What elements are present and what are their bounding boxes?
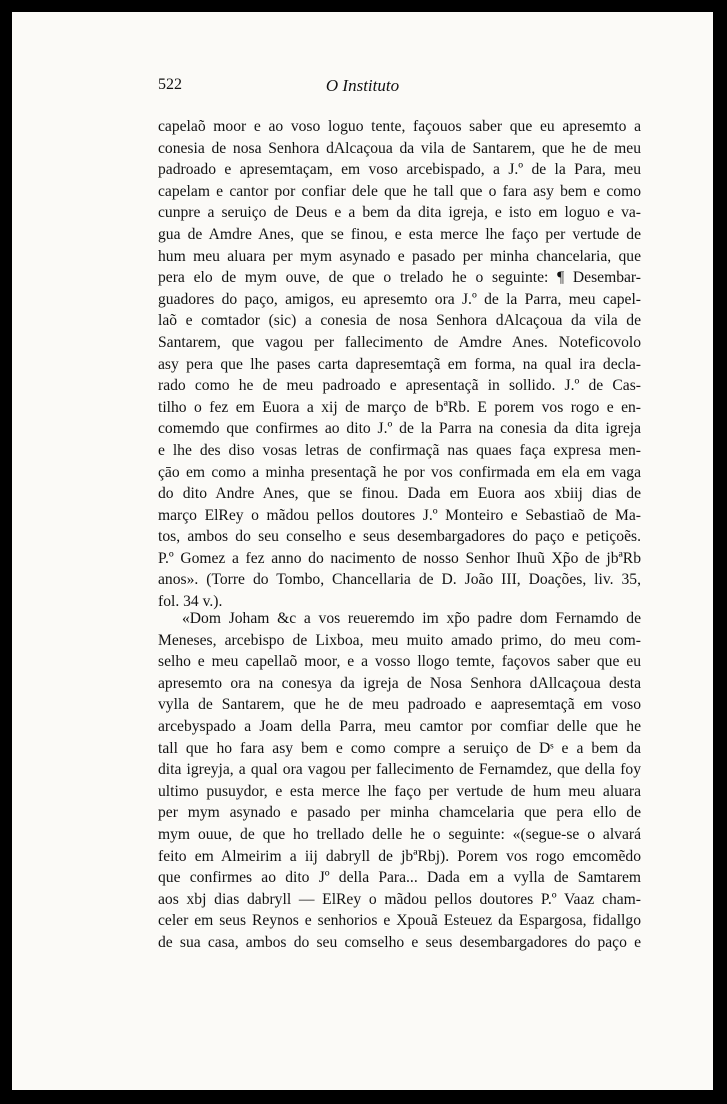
text-line: cunpre a seruiço de Deus e a bem da dita igreja, e isto em loguo e va- bbox=[158, 204, 641, 222]
text-line: pera elo de mym ouve, de que o trelado he o seguinte: ¶ Desembar- bbox=[158, 269, 641, 287]
text-line: Santarem, que vagou per fallecimento de Amdre Anes. Noteficovolo bbox=[158, 333, 641, 351]
text-line: apresemto ora na conesya da igreja de Nosa Senhora dAllcaçoua desta bbox=[158, 674, 641, 692]
text-line: comemdo que confirmes ao dito J.º de la Parra na conesia da dita igreja bbox=[158, 420, 641, 438]
text-line: tos, ambos do seu conselho e seus desembargadores do paço e petiçoẽs. bbox=[158, 528, 641, 546]
text-line: P.º Gomez a fez anno do nacimento de nosso Senhor Ihuũ Xp̃o de jbªRb bbox=[158, 549, 641, 567]
text-line: padroado e apresemtaçam, em voso arcebispado, a J.º de la Para, meu bbox=[158, 161, 641, 179]
text-line: hum meu aluara per mym asynado e pasado per minha chancelaria, que bbox=[158, 247, 641, 265]
text-line: tilho o fez em Euora a xij de março de bªRb. E porem vos rogo e en- bbox=[158, 398, 641, 416]
text-line: dita igreyja, a qual ora vagou per fallecimento de Fernamdez, que della foy bbox=[158, 761, 641, 779]
text-line: per mym asynado e pasado per minha chamcelaria que pera ello de bbox=[158, 804, 641, 822]
text-line: capelam e cantor por confiar dele que he tall que o fara asy bem e como bbox=[158, 182, 641, 200]
text-line: feito em Almeirim a iij dabryll de jbªRbj). Porem vos rogo emcomẽdo bbox=[158, 847, 641, 865]
text-line: conesia de nosa Senhora dAlcaçoua da vila de Santarem, que he de meu bbox=[158, 139, 641, 157]
book-page bbox=[12, 12, 713, 1090]
page-number: 522 bbox=[158, 76, 182, 93]
text-line: laõ e comtador (sic) a conesia de nosa Senhora dAlcaçoua da vila de bbox=[158, 312, 641, 330]
text-line: março ElRey o mãdou pellos doutores J.º Monteiro e Sebastiaõ de Ma- bbox=[158, 506, 641, 524]
text-line: «Dom Joham &c a vos reueremdo im xp̃o padre dom Fernamdo de bbox=[182, 610, 641, 627]
text-line: Meneses, arcebispo de Lixboa, meu muito amado primo, do meu com- bbox=[158, 631, 641, 649]
text-line: celer em seus Reynos e senhorios e Xpouã Esteuez da Espargosa, fidallgo bbox=[158, 912, 641, 930]
text-line: rado como he de meu padroado e apresentaçã in sollido. J.º de Cas- bbox=[158, 377, 641, 395]
text-line: guadores do paço, amigos, eu apresemto ora J.º de la Parra, meu capel- bbox=[158, 290, 641, 308]
text-line: tall que ho fara asy bem e como compre a seruiço de Dˢ e a bem da bbox=[158, 739, 641, 757]
text-line: gua de Amdre Anes, que se finou, e esta merce lhe faço per vertude de bbox=[158, 225, 641, 243]
running-title: O Instituto bbox=[325, 76, 400, 95]
text-line: asy pera que lhe pases carta dapresemtaçã em forma, na qual ira decla- bbox=[158, 355, 641, 373]
text-line: do dito Andre Anes, que se finou. Dada em Euora aos xbiij dias de bbox=[158, 485, 641, 503]
text-line: e lhe des diso vosas letras de confirmaçã nas quaes faça expresa men- bbox=[158, 441, 641, 459]
text-line: selho e meu capellaõ moor, e a vosso llogo temte, façovos saber que eu bbox=[158, 653, 641, 671]
text-line: arcebyspado a Joam della Parra, meu camtor por comfiar delle que he bbox=[158, 717, 641, 735]
text-line: mym ouue, de que ho trellado delle he o seguinte: «(segue-se o alvará bbox=[158, 825, 641, 843]
paragraph bbox=[158, 116, 641, 613]
text-line: capelaõ moor e ao voso loguo tente, façouos saber que eu apresemto a bbox=[158, 118, 641, 135]
text-line: vylla de Santarem, que he de meu padroado e aapresemtaçã em voso bbox=[158, 696, 641, 714]
text-line: aos xbj dias dabryll — ElRey o mãdou pellos doutores P.º Vaaz cham- bbox=[158, 890, 641, 908]
text-line: ultimo pusuydor, e esta merce lhe faço per vertude de hum meu aluara bbox=[158, 782, 641, 800]
text-line: fol. 34 v.). bbox=[158, 593, 223, 611]
text-line: çāo em como a minha presentaçã he por vos confirmada em ela em vaga bbox=[158, 463, 641, 481]
text-line: de sua casa, ambos do seu comselho e seus desembargadores do paço e bbox=[158, 933, 641, 951]
text-line: anos». (Torre do Tombo, Chancellaria de D. João III, Doações, liv. 35, bbox=[158, 571, 641, 589]
paragraph bbox=[158, 608, 641, 954]
text-line: que confirmes ao dito Jº della Para... Dada em a vylla de Samtarem bbox=[158, 869, 641, 887]
